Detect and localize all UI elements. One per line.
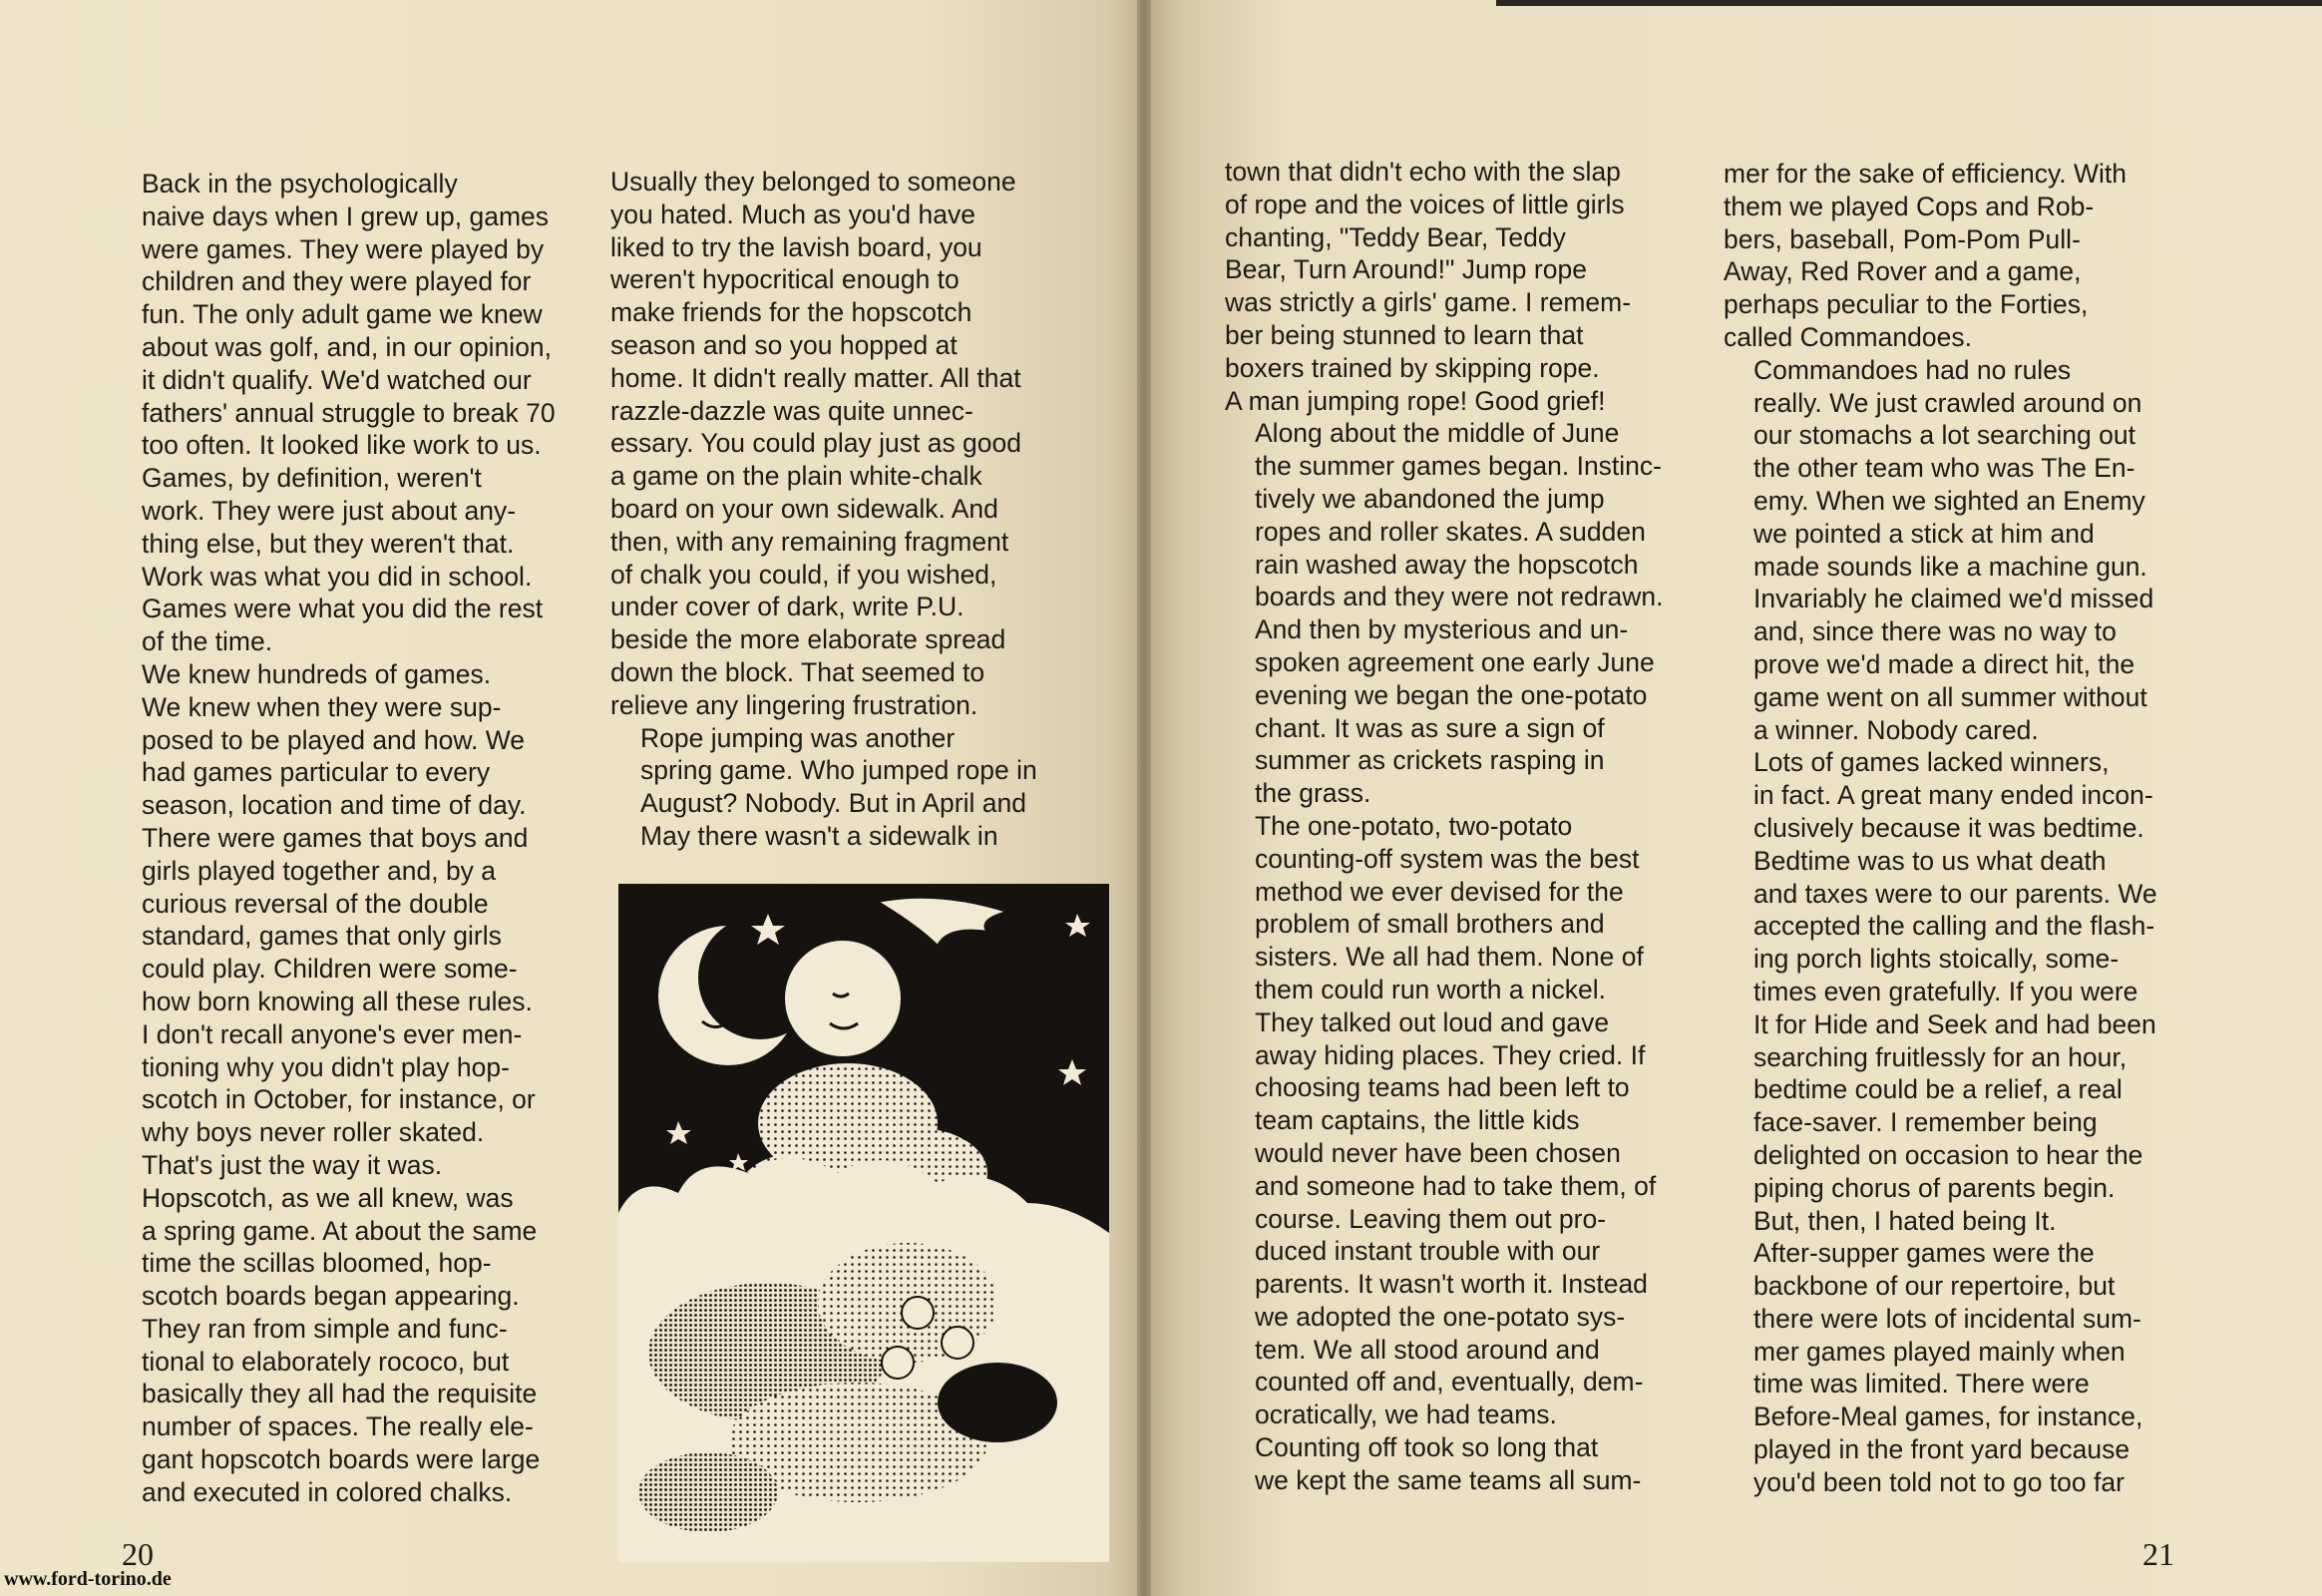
text-line: a spring game. At about the same [142, 1215, 538, 1246]
text-line: fathers' annual struggle to break 70 [142, 397, 556, 428]
text-line: made sounds like a machine gun. [1753, 551, 2147, 582]
text-line: too often. It looked like work to us. [142, 430, 542, 461]
text-line: May there wasn't a sidewalk in [640, 820, 998, 851]
text-line: Lots of games lacked winners, [1753, 747, 2110, 778]
text-line: under cover of dark, write P.U. [610, 592, 965, 622]
text-line: the summer games began. Instinc- [1255, 451, 1662, 482]
text-line: counting-off system was the best [1255, 843, 1640, 874]
text-line: bers, baseball, Pom-Pom Pull- [1724, 223, 2081, 254]
text-line: posed to be played and how. We [142, 724, 526, 755]
text-line: it didn't qualify. We'd watched our [142, 364, 532, 395]
text-line: fun. The only adult game we knew [142, 299, 543, 330]
text-line: Games, by definition, weren't [142, 463, 482, 494]
text-line: boards and they were not redrawn. [1255, 582, 1664, 612]
text-line: boxers trained by skipping rope. [1225, 352, 1600, 383]
text-line: chant. It was as sure a sign of [1255, 712, 1605, 743]
text-line: essary. You could play just as good [610, 428, 1022, 459]
text-line: face-saver. I remember being [1753, 1107, 2098, 1138]
text-line: chanting, "Teddy Bear, Teddy [1225, 221, 1566, 252]
text-line: we kept the same teams all sum- [1255, 1464, 1642, 1495]
text-line: and executed in colored chalks. [142, 1476, 513, 1507]
book-gutter [1137, 0, 1151, 1596]
text-line: a game on the plain white-chalk [610, 461, 982, 492]
text-line: backbone of our repertoire, but [1753, 1271, 2116, 1302]
text-line: board on your own sidewalk. And [610, 493, 998, 524]
text-line: clusively because it was bedtime. [1753, 812, 2144, 843]
text-line: in fact. A great many ended incon- [1753, 780, 2153, 811]
text-line: It for Hide and Seek and had been [1753, 1008, 2156, 1039]
text-line: gant hopscotch boards were large [142, 1444, 541, 1475]
paragraph [112, 1182, 580, 1509]
text-line: times even gratefully. If you were [1753, 976, 2138, 1006]
text-line: of chalk you could, if you wished, [610, 559, 997, 590]
text-line: problem of small brothers and [1255, 909, 1605, 940]
text-line: make friends for the hopscotch [610, 297, 972, 328]
text-line: But, then, I hated being It. [1753, 1205, 2057, 1236]
text-line: mer games played mainly when [1753, 1336, 2126, 1367]
text-line: Usually they belonged to someone [610, 167, 1016, 197]
paragraph [1724, 746, 2192, 1237]
text-line: there were lots of incidental sum- [1753, 1303, 2141, 1334]
text-line: of the time. [142, 626, 273, 657]
right-page-column-1 [1225, 156, 1694, 1497]
text-line: Commandoes had no rules [1753, 354, 2072, 385]
text-line: sisters. We all had them. None of [1255, 942, 1644, 973]
text-line: down the block. That seemed to [610, 656, 985, 687]
text-line: standard, games that only girls [142, 921, 502, 952]
text-line: scotch in October, for instance, or [142, 1084, 536, 1115]
text-line: children and they were played for [142, 266, 532, 297]
text-line: tioning why you didn't play hop- [142, 1051, 510, 1082]
text-line: would never have been chosen [1255, 1137, 1621, 1168]
text-line: you'd been told not to go too far [1753, 1466, 2125, 1497]
text-line: Counting off took so long that [1255, 1432, 1599, 1463]
right-page-column-2 [1724, 158, 2192, 1499]
text-line: searching fruitlessly for an hour, [1753, 1041, 2128, 1072]
text-line: Back in the psychologically [142, 169, 458, 199]
text-line: Bear, Turn Around!" Jump rope [1225, 254, 1587, 285]
text-line: of rope and the voices of little girls [1225, 189, 1625, 219]
paragraph [1724, 1237, 2192, 1498]
text-line: Along about the middle of June [1255, 418, 1620, 449]
text-line: away hiding places. They cried. If [1255, 1039, 1646, 1070]
paragraph [1225, 417, 1694, 810]
text-line: them we played Cops and Rob- [1724, 191, 2095, 221]
text-line: called Commandoes. [1724, 321, 1972, 352]
text-line: really. We just crawled around on [1753, 387, 2142, 418]
text-line: thing else, but they weren't that. [142, 528, 515, 559]
text-line: Invariably he claimed we'd missed [1753, 584, 2154, 614]
text-line: played in the front yard because [1753, 1434, 2130, 1465]
text-line: Games were what you did the rest [142, 594, 544, 624]
text-line: delighted on occasion to hear the [1753, 1139, 2143, 1170]
text-line: weren't hypocritical enough to [610, 264, 960, 295]
text-line: There were games that boys and [142, 822, 529, 853]
text-line: tively we abandoned the jump [1255, 483, 1605, 514]
text-line: piping chorus of parents begin. [1753, 1172, 2116, 1203]
text-line: the grass. [1255, 778, 1371, 809]
text-line: liked to try the lavish board, you [610, 231, 982, 262]
text-line: time was limited. There were [1753, 1369, 2090, 1399]
text-line: duced instant trouble with our [1255, 1236, 1601, 1267]
text-line: we pointed a stick at him and [1753, 518, 2095, 549]
text-line: season and so you hopped at [610, 329, 958, 360]
text-line: counted off and, eventually, dem- [1255, 1367, 1644, 1397]
text-line: parents. It wasn't worth it. Instead [1255, 1269, 1648, 1300]
text-line: were games. They were played by [142, 233, 545, 264]
paragraph [1724, 354, 2192, 747]
text-line: scotch boards began appearing. [142, 1281, 520, 1312]
text-line: our stomachs a lot searching out [1753, 420, 2135, 451]
text-line: Rope jumping was another [640, 722, 956, 753]
text-line: rain washed away the hopscotch [1255, 549, 1639, 580]
text-line: Before-Meal games, for instance, [1753, 1401, 2143, 1432]
text-line: about was golf, and, in our opinion, [142, 331, 553, 362]
text-line: naive days when I grew up, games [142, 200, 550, 231]
text-line: And then by mysterious and un- [1255, 614, 1629, 645]
text-line: Work was what you did in school. [142, 561, 533, 592]
text-line: then, with any remaining fragment [610, 526, 1009, 557]
text-line: tem. We all stood around and [1255, 1334, 1600, 1365]
text-line: choosing teams had been left to [1255, 1072, 1630, 1103]
text-line: had games particular to every [142, 757, 491, 788]
cloud-shape [618, 1158, 1109, 1562]
text-line: ocratically, we had teams. [1255, 1399, 1557, 1430]
paragraph [112, 462, 580, 658]
text-line: beside the more elaborate spread [610, 624, 1006, 655]
paragraph [112, 658, 580, 1182]
text-line: and taxes were to our parents. We [1753, 878, 2157, 909]
text-line: was strictly a girls' game. I remem- [1225, 287, 1632, 318]
text-line: ropes and roller skates. A sudden [1255, 516, 1646, 547]
text-line: could play. Children were some- [142, 954, 518, 985]
text-line: We knew when they were sup- [142, 691, 502, 722]
text-line: method we ever devised for the [1255, 876, 1624, 907]
page-top-edge [1496, 0, 2322, 6]
text-line: After-supper games were the [1753, 1238, 2095, 1269]
text-line: Away, Red Rover and a game, [1724, 256, 2082, 287]
paragraph [610, 722, 1079, 853]
text-line: game went on all summer without [1753, 681, 2147, 712]
text-line: emy. When we sighted an Enemy [1753, 485, 2145, 516]
watermark: www.ford-torino.de [4, 1568, 172, 1590]
text-line: A man jumping rope! Good grief! [1225, 385, 1606, 416]
text-line: the other team who was The En- [1753, 453, 2135, 484]
text-line: them could run worth a nickel. [1255, 974, 1607, 1004]
text-line: town that didn't echo with the slap [1225, 157, 1621, 187]
text-line: we adopted the one-potato sys- [1255, 1301, 1626, 1332]
text-line: The one-potato, two-potato [1255, 810, 1573, 841]
text-line: prove we'd made a direct hit, the [1753, 648, 2135, 679]
text-line: Bedtime was to us what death [1753, 845, 2107, 876]
text-line: season, location and time of day. [142, 790, 527, 821]
text-line: ing porch lights stoically, some- [1753, 944, 2120, 975]
text-line: tional to elaborately rococo, but [142, 1346, 510, 1377]
text-line: summer as crickets rasping in [1255, 745, 1605, 776]
text-line: work. They were just about any- [142, 495, 517, 526]
text-line: you hated. Much as you'd have [610, 199, 975, 229]
paragraph [1225, 156, 1694, 417]
text-line: I don't recall anyone's ever men- [142, 1018, 523, 1049]
text-line: why boys never roller skated. [142, 1117, 485, 1148]
text-line: course. Leaving them out pro- [1255, 1203, 1607, 1234]
text-line: bedtime could be a relief, a real [1753, 1074, 2123, 1105]
text-line: August? Nobody. But in April and [640, 788, 1026, 819]
paragraph [1225, 1431, 1694, 1497]
text-line: accepted the calling and the flash- [1753, 911, 2155, 942]
text-line: ber being stunned to learn that [1225, 319, 1584, 350]
text-line: They talked out loud and gave [1255, 1006, 1610, 1037]
text-line: and someone had to take them, of [1255, 1170, 1657, 1201]
text-line: Hopscotch, as we all knew, was [142, 1182, 514, 1213]
text-line: We knew hundreds of games. [142, 658, 492, 689]
text-line: a winner. Nobody cared. [1753, 714, 2039, 745]
text-line: girls played together and, by a [142, 855, 497, 886]
text-line: mer for the sake of efficiency. With [1724, 159, 2128, 189]
text-line: home. It didn't really matter. All that [610, 362, 1021, 393]
left-page-column-1 [112, 168, 580, 1509]
text-line: curious reversal of the double [142, 888, 489, 919]
text-line: spoken agreement one early June [1255, 646, 1655, 677]
text-line: razzle-dazzle was quite unnec- [610, 395, 973, 426]
page-number-left: 20 [122, 1536, 154, 1572]
text-line: That's just the way it was. [142, 1149, 443, 1180]
paragraph [112, 168, 580, 462]
text-line: evening we began the one-potato [1255, 679, 1648, 710]
paragraph [1724, 158, 2192, 354]
page-number-right: 21 [2142, 1536, 2174, 1572]
text-line: number of spaces. The really ele- [142, 1411, 534, 1442]
left-page-column-2 [610, 166, 1079, 853]
night-cloud-illustration [618, 884, 1109, 1562]
text-line: time the scillas bloomed, hop- [142, 1248, 492, 1279]
text-line: how born knowing all these rules. [142, 986, 533, 1016]
paragraph [610, 166, 1079, 722]
paragraph [1225, 810, 1694, 1431]
text-line: team captains, the little kids [1255, 1105, 1580, 1136]
text-line: perhaps peculiar to the Forties, [1724, 289, 2089, 320]
text-line: They ran from simple and func- [142, 1313, 508, 1344]
text-line: basically they all had the requisite [142, 1379, 538, 1409]
text-line: and, since there was no way to [1753, 616, 2117, 647]
text-line: relieve any lingering frustration. [610, 689, 978, 720]
text-line: spring game. Who jumped rope in [640, 755, 1037, 786]
